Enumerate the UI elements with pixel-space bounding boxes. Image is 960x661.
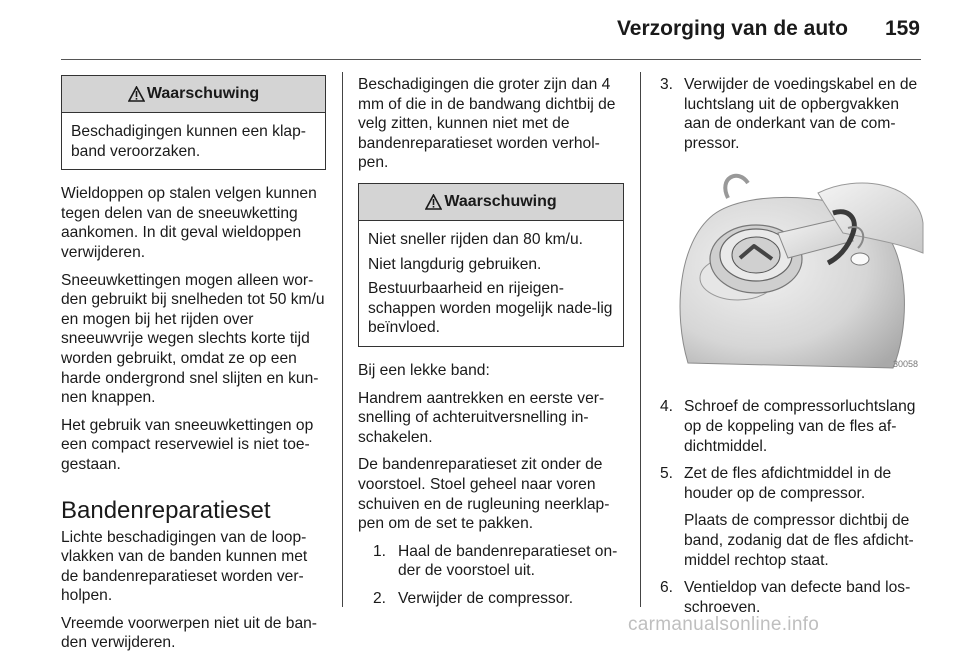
list-item [660, 578, 925, 617]
figure-code: 30058 [892, 358, 918, 369]
paragraph: Vreemde voorwerpen niet uit de ban-den verwijderen. [61, 614, 318, 652]
step-number: 3. [660, 76, 674, 93]
warning-line: Niet sneller rijden dan 80 km/u. [368, 230, 583, 248]
paragraph: Sneeuwkettingen mogen alleen wor-den gebruikt bij snelheden tot 50 km/u en mogen bij het rijden over sneeuwvrije wegen slechts korte tijd worden gebruikt, omdat ze op een harde ondergrond snel slijten en kun-nen knappen. [61, 271, 325, 407]
warning-header [62, 76, 325, 113]
warning-box-1 [61, 75, 326, 170]
section-heading: Bandenreparatieset [61, 496, 271, 524]
column-2 [358, 75, 624, 616]
paragraph: De bandenreparatieset zit onder de voorstoel. Stoel geheel naar voren schuiven en de rugleuning neerklap-pen om de set te pakken. [358, 456, 610, 533]
step-text: Zet de fles afdichtmiddel in de houder op de compressor. [684, 465, 892, 502]
step-number: 4. [660, 398, 674, 416]
step-list [660, 397, 925, 617]
warning-title: Waarschuwing [146, 85, 260, 103]
watermark: carmanualsonline.info [628, 614, 820, 635]
warning-triangle-icon [128, 86, 145, 102]
list-item [660, 397, 925, 456]
paragraph: Handrem aantrekken en eerste ver-snelling of achteruitversnelling in-schakelen. [358, 389, 605, 446]
warning-title: Waarschuwing [444, 193, 557, 211]
column-divider-2 [640, 72, 641, 607]
warning-box-2 [358, 183, 624, 347]
step-number: 6. [660, 579, 674, 597]
step-list [358, 542, 624, 609]
paragraph: Bij een lekke band: [358, 361, 490, 379]
step-text: Verwijder de compressor. [398, 589, 574, 607]
step-number: 2. [373, 589, 387, 607]
warning-header [359, 184, 623, 221]
column-3 [660, 75, 925, 625]
paragraph: Lichte beschadigingen van de loop-vlakken van de banden kunnen met de bandenreparatieset worden ver-holpen. [61, 528, 308, 605]
page-header [0, 0, 960, 60]
compressor-illustration [668, 163, 926, 379]
step-text: Haal de bandenreparatieset on-der de voorstoel uit. [398, 542, 618, 580]
list-item [358, 542, 624, 581]
page-number: 159 [884, 17, 920, 40]
step-list [660, 75, 925, 153]
paragraph: Wieldoppen op stalen velgen kunnen tegen delen van de sneeuwketting aankomen. In dit geval wieldoppen verwijderen. [61, 185, 317, 261]
warning-body [62, 113, 325, 169]
step-number: 5. [660, 465, 674, 483]
step-text: Schroef de compressorluchtslang op de koppeling van de fles af-dichtmiddel. [684, 398, 916, 455]
step-number: 1. [373, 542, 387, 560]
page-title: Verzorging van de auto [616, 17, 848, 40]
warning-body [359, 221, 623, 346]
list-item [660, 75, 925, 153]
list-item [358, 589, 624, 609]
paragraph: Het gebruik van sneeuwkettingen op een compact reservewiel is niet toe-gestaan. [61, 416, 314, 473]
step-text: Ventieldop van defecte band los-schroeven. [684, 579, 911, 616]
column-1 [61, 75, 326, 661]
paragraph: Beschadigingen die groter zijn dan 4 mm of die in de bandwang dichtbij de velg zitten, kunnen niet met de bandenreparatieset worden verhol-pen. [358, 76, 616, 172]
warning-line: Niet langdurig gebruiken. [368, 255, 542, 273]
column-divider-1 [342, 72, 343, 607]
step-text: Verwijder de voedingskabel en de luchtslang uit de opbergvakken aan de onderkant van de com-pressor. [684, 76, 918, 152]
step-subtext: Plaats de compressor dichtbij de band, zodanig dat de fles afdicht-middel rechtop staat. [684, 512, 914, 569]
compressor-drawing [668, 163, 926, 379]
warning-line: Bestuurbaarheid en rijeigen-schappen worden mogelijk nade-lig beïnvloed. [368, 280, 613, 337]
warning-triangle-icon [425, 194, 442, 210]
header-rule [61, 59, 921, 60]
list-item [660, 464, 925, 570]
warning-text: Beschadigingen kunnen een klap-band veroorzaken. [71, 123, 306, 160]
